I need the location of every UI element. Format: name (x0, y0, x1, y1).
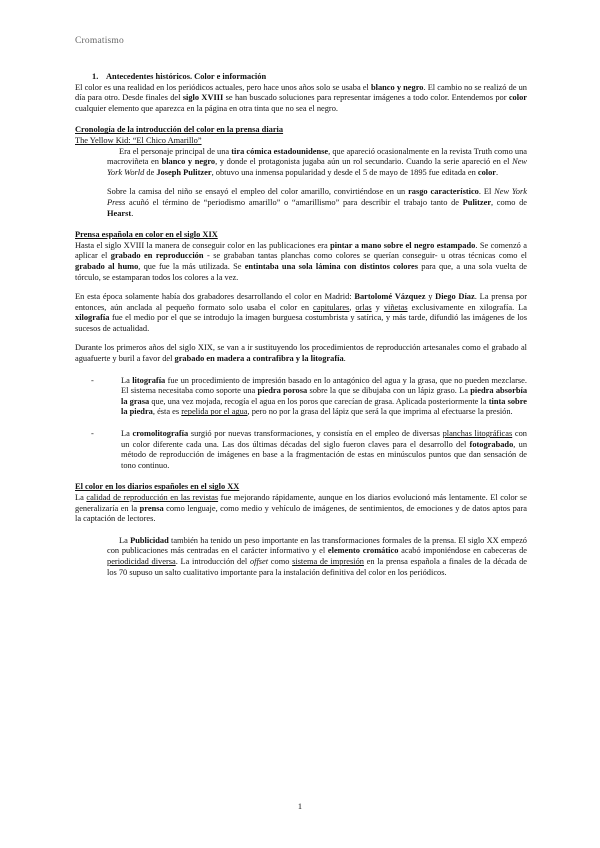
page-number: 1 (297, 802, 303, 811)
bullet-dash: - (91, 429, 94, 439)
intro-paragraph: El color es una realidad en los periódicos actuales, pero hace unos años solo se usaba el blanco y negro. El cambio no se realizó de un día para otro. Desde finales del siglo XVIII se han buscado soluciones para representar imágenes a todo color. Entendemos por color cualquier elemento que aparezca en la página en otra tinta que no sea el negro. (75, 82, 527, 113)
diarios-xx-paragraph-1: La calidad de reproducción en las revistas fue mejorando rápidamente, aunque en los diarios evolucionó más lentamente. El color se generalizaría en la prensa como lenguaje, como medio y vehículo de imágenes, de sentimientos, de emociones y de datos aptos para la captación de lectores. (75, 493, 527, 524)
list-item (91, 429, 527, 471)
section-title (92, 72, 527, 83)
cronologia-title: Cronología de la introducción del color en la prensa diaria (75, 125, 284, 135)
prensa-xix-paragraph-2: En esta época solamente había dos grabadores desarrollando el color en Madrid: Bartolomé Vázquez y Diego Díaz. La prensa por entonces, aún anclada al pequeño formato solo usaba el color en capitulares, orlas y viñetas exclusivamente en xilografía. La xilografía fue el medio por el que se introdujo la imagen burguesa costumbrista y satírica, y más tarde, difundió las imágenes de los sucesos de actualidad. (75, 292, 528, 333)
litografia-paragraph: La litografía fue un procedimiento de impresión basado en lo antagónico del agua y la grasa, que no pueden mezclarse. El sistema necesitaba como soporte una piedra porosa sobre la que se dibujaba con un lápiz graso. La piedra absorbía la grasa que, una vez mojada, recogía el agua en los poros que carecían de grasa. Aplicada posteriormente la tinta sobre la piedra, ésta es repelida por el agua, pero no por la grasa del lápiz que será la que imprima al efectuarse la presión. (121, 375, 528, 417)
prensa-xix-paragraph-3: Durante los primeros años del siglo XIX, se van a ir sustituyendo los procedimientos de reproducción artesanales como el grabado al aguafuerte y buril a favor del grabado en madera a contrafibra y la litografía. (75, 343, 527, 364)
yellow-kid-subtitle: The Yellow Kid: “El Chico Amarillo” (75, 135, 202, 145)
yellow-kid-paragraph-2: Sobre la camisa del niño se ensayó el empleo del color amarillo, convirtiéndose en un rasgo característico. El New York Press acuñó el término de “periodismo amarillo” o “amarillismo” para describir el trabajo tanto de Pulitzer, como de Hearst. (107, 187, 527, 218)
prensa-xix-title: Prensa española en color en el siglo XIX (75, 230, 218, 240)
cromolitografia-paragraph: La cromolitografía surgió por nuevas transformaciones, y consistía en el empleo de diversas planchas litográficas con un color diferente cada una. Las dos últimas décadas del siglo fueron claves para el desarrollo del fotograbado, un método de reproducción de imágenes en base a la fragmentación de estas en minúsculos puntos que dan sensación de tono continuo. (121, 429, 528, 470)
document-body (75, 72, 527, 578)
bullet-dash: - (91, 375, 94, 385)
diarios-xx-paragraph-2: La Publicidad también ha tenido un peso importante en las transformaciones formales de la prensa. El siglo XX empezó con publicaciones más centradas en el carácter informativo y el elemento cromático acabó imponiéndose en cabeceras de periodicidad diversa. La introducción del offset como sistema de impresión en la prensa española a finales de la década de los 70 supuso un salto cualitativo importante para la instalación definitiva del color en los periódicos. (107, 535, 528, 577)
list-item (91, 376, 527, 418)
yellow-kid-paragraph-1: Era el personaje principal de una tira cómica estadounidense, que apareció ocasionalmente en la revista Truth como una macroviñeta en blanco y negro, y donde el protagonista jugaba aún un rol secundario. Cuando la serie apareció en el New York World de Joseph Pulitzer, obtuvo una inmensa popularidad y desde el 5 de mayo de 1895 fue editada en color. (107, 146, 527, 177)
prensa-xix-paragraph-1: Hasta el siglo XVIII la manera de conseguir color en las publicaciones era pintar a mano sobre el negro estampado. Se comenzó a aplicar el grabado en reproducción - se grababan tantas planchas como colores se querían conseguir- u otras técnicas como el grabado al humo, que fue la más utilizada. Se entintaba una sola lámina con distintos colores para que, a una sola vuelta de tórculo, se estamparan todos los colores a la vez. (75, 240, 528, 282)
section-number: 1. (92, 72, 99, 81)
section-title-text: Antecedentes históricos. Color e información (106, 72, 267, 81)
diarios-xx-title: El color en los diarios españoles en el siglo XX (75, 482, 240, 492)
document-header: Cromatismo (75, 36, 124, 46)
